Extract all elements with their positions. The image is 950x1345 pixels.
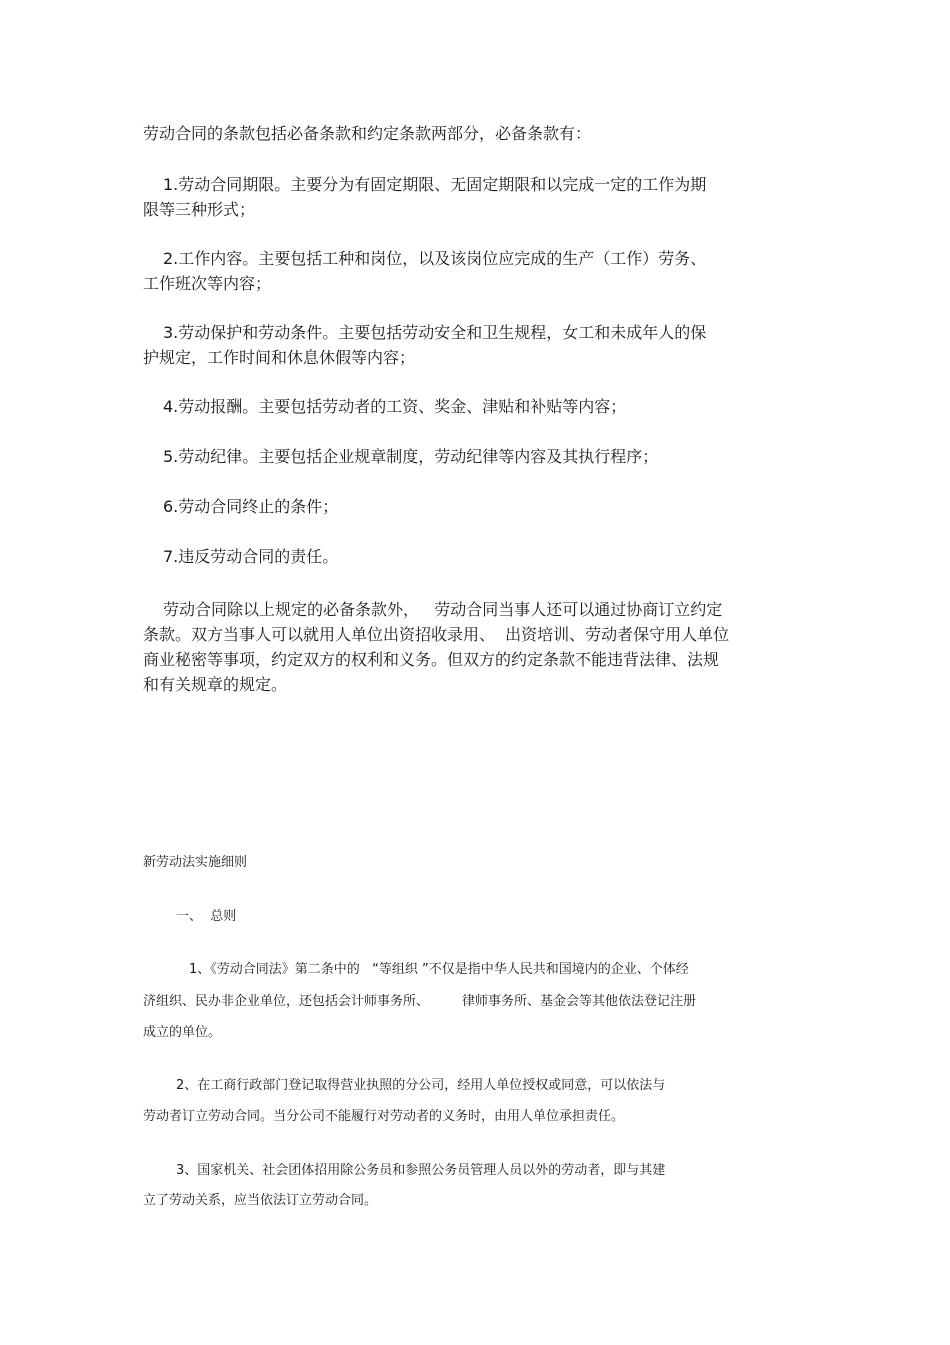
clause-3-line-1: 3.劳动保护和劳动条件。主要包括劳动安全和卫生规程，女工和未成年人的保 (163, 323, 707, 342)
clause-2-line-1: 2.工作内容。主要包括工种和岗位，以及该岗位应完成的生产（工作）劳务、 (163, 249, 707, 268)
clause-5: 5.劳动纪律。主要包括企业规章制度，劳动纪律等内容及其执行程序； (163, 447, 659, 466)
article-3-line-1: 3、国家机关、社会团体招用除公务员和参照公务员管理人员以外的劳动者，即与其建 (176, 1163, 666, 1178)
intro-paragraph: 劳动合同的条款包括必备条款和约定条款两部分，必备条款有： (143, 124, 592, 143)
clause-2-line-2: 工作班次等内容； (143, 274, 272, 293)
article-1-line-3: 成立的单位。 (143, 1025, 222, 1040)
article-2-line-2: 劳动者订立劳动合同。当分公司不能履行对劳动者的义务时，由用人单位承担责任。 (143, 1109, 625, 1124)
clause-7: 7.违反劳动合同的责任。 (163, 547, 339, 566)
clause-1-line-2: 限等三种形式； (143, 200, 256, 219)
clause-6: 6.劳动合同终止的条件； (163, 497, 339, 516)
article-1-line-1: 1、《劳动合同法》第二条中的 “等组织 ”不仅是指中华人民共和国境内的企业、个体经 (189, 962, 689, 977)
section-title: 新劳动法实施细则 (143, 855, 248, 870)
section-heading: 一、 总则 (176, 909, 237, 924)
closing-line-4: 和有关规章的规定。 (143, 675, 288, 694)
closing-line-3: 商业秘密等事项，约定双方的权利和义务。但双方的约定条款不能违背法律、法规 (143, 650, 720, 669)
article-3-line-2: 立了劳动关系，应当依法订立劳动合同。 (143, 1193, 378, 1208)
clause-1-line-1: 1.劳动合同期限。主要分为有固定期限、无固定期限和以完成一定的工作为期 (163, 175, 707, 194)
closing-line-1: 劳动合同除以上规定的必备条款外， 劳动合同当事人还可以通过协商订立约定 (163, 600, 723, 619)
article-1-line-2: 济组织、民办非企业单位，还包括会计师事务所、 律师事务所、基金会等其他依法登记注册 (143, 994, 697, 1009)
article-2-line-1: 2、在工商行政部门登记取得营业执照的分公司，经用人单位授权或同意，可以依法与 (176, 1078, 666, 1093)
clause-3-line-2: 护规定，工作时间和休息休假等内容； (143, 348, 416, 367)
closing-line-2: 条款。双方当事人可以就用人单位出资招收录用、 出资培训、劳动者保守用人单位 (143, 625, 730, 644)
clause-4: 4.劳动报酬。主要包括劳动者的工资、奖金、津贴和补贴等内容； (163, 397, 627, 416)
